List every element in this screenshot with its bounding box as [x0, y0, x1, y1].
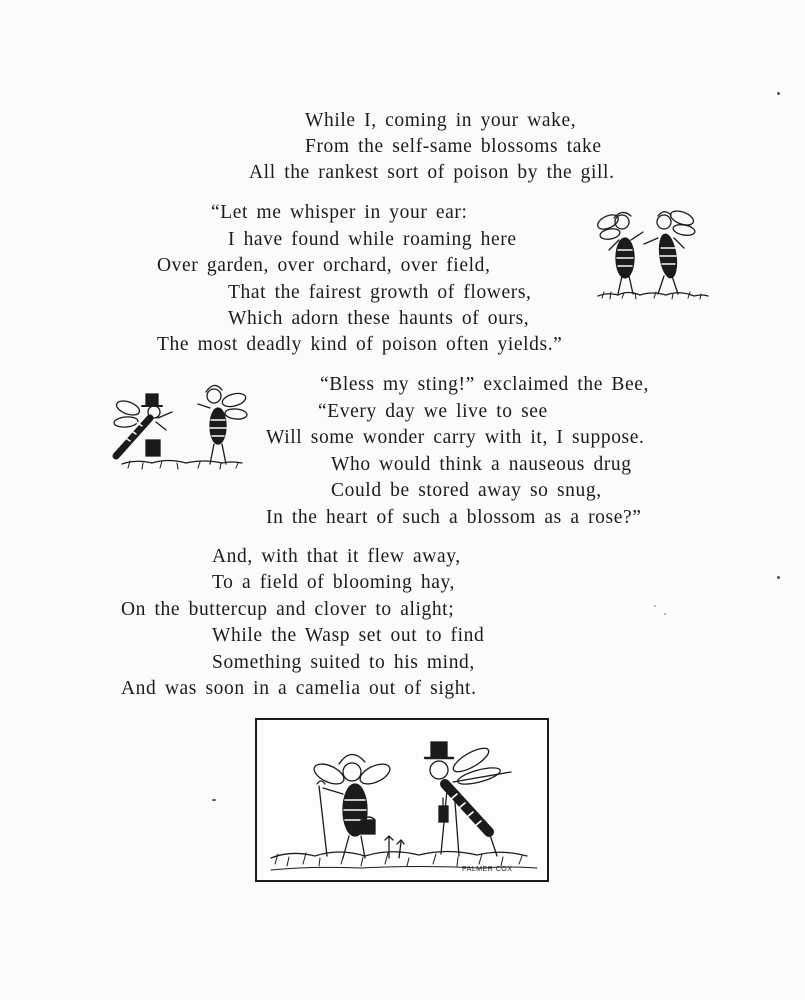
- verse-line: On the buttercup and clover to alight;: [121, 599, 455, 620]
- verse-line: From the self-same blossoms take: [305, 136, 602, 157]
- bee-and-wasp-illustration-right: [592, 200, 712, 308]
- verse-line: And, with that it flew away,: [212, 546, 461, 567]
- print-speck: [654, 605, 656, 607]
- print-speck: [777, 576, 780, 579]
- verse-line: Will some wonder carry with it, I suppose.: [266, 427, 645, 448]
- verse-line: Who would think a nauseous drug: [331, 454, 632, 475]
- verse-line: “Every day we live to see: [318, 401, 548, 422]
- print-speck: [664, 613, 666, 615]
- verse-line: Which adorn these haunts of ours,: [228, 308, 530, 329]
- verse-line: “Bless my sting!” exclaimed the Bee,: [320, 374, 650, 395]
- verse-line: That the fairest growth of flowers,: [228, 282, 532, 303]
- wasp-and-bee-illustration-left: [102, 378, 252, 478]
- print-speck: [777, 92, 780, 95]
- verse-line: “Let me whisper in your ear:: [211, 202, 468, 223]
- verse-line: The most deadly kind of poison often yields.”: [157, 334, 563, 355]
- verse-line: Could be stored away so snug,: [331, 480, 602, 501]
- verse-line: While I, coming in your wake,: [305, 110, 577, 131]
- print-speck: [212, 799, 216, 801]
- verse-line: I have found while roaming here: [228, 229, 517, 250]
- verse-line: In the heart of such a blossom as a rose?”: [266, 507, 642, 528]
- verse-line: All the rankest sort of poison by the gill.: [249, 162, 615, 183]
- verse-line: To a field of blooming hay,: [212, 572, 456, 593]
- illustrator-signature: PALMER COX: [462, 866, 513, 873]
- verse-line: While the Wasp set out to find: [212, 625, 485, 646]
- verse-line: Something suited to his mind,: [212, 652, 475, 673]
- verse-line: Over garden, over orchard, over field,: [157, 255, 491, 276]
- framed-bee-and-wasp-illustration: [255, 718, 549, 882]
- verse-line: And was soon in a camelia out of sight.: [121, 678, 477, 699]
